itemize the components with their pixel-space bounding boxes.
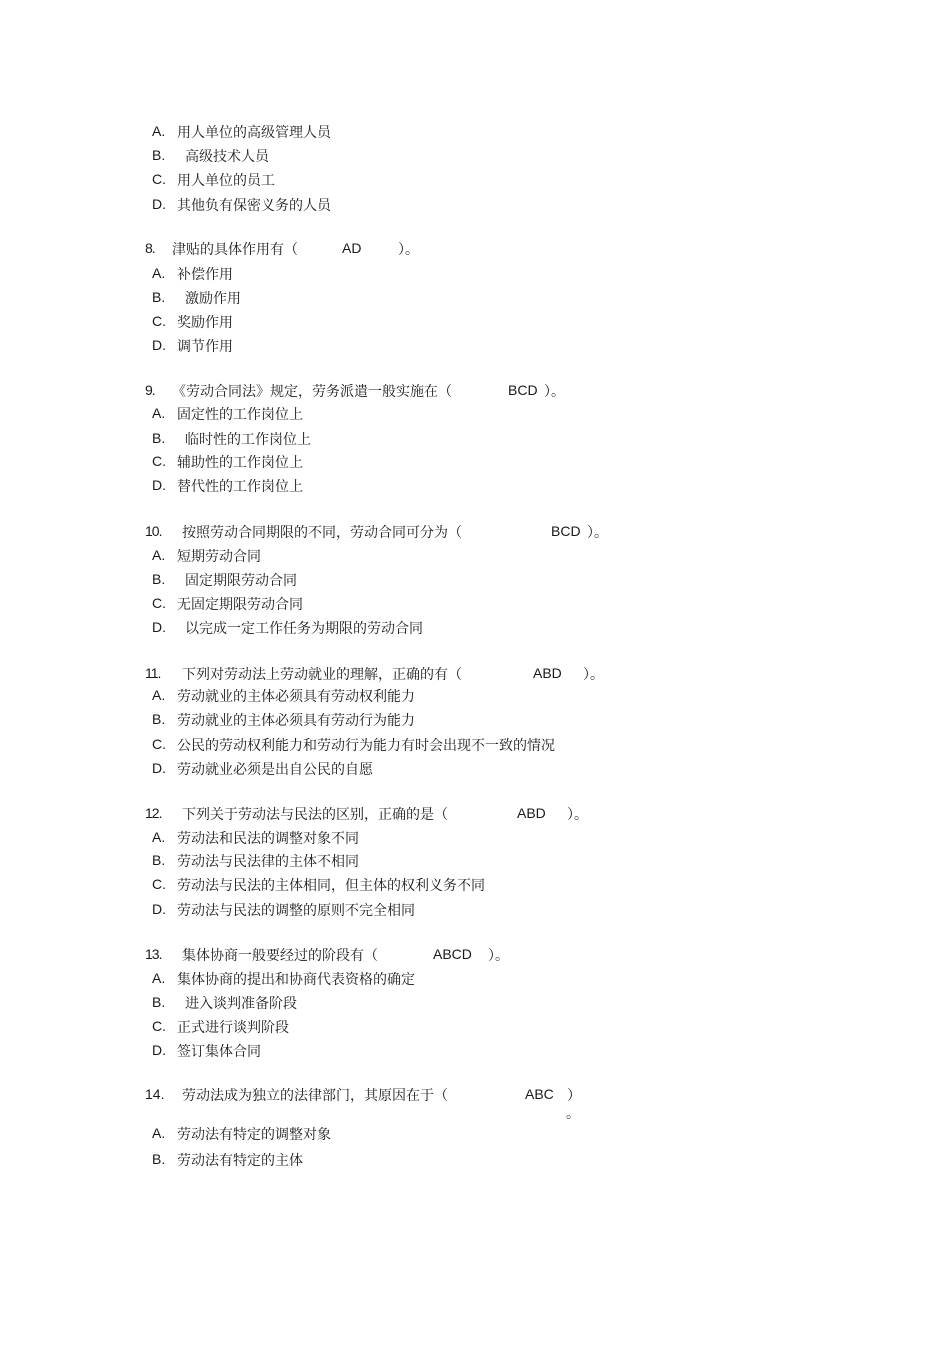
option-text: 调节作用 — [177, 339, 233, 355]
option-letter: B. — [152, 1151, 166, 1167]
question-tail: ）。 — [398, 242, 419, 258]
option-text: 辅助性的工作岗位上 — [177, 455, 303, 471]
option-text: 替代性的工作岗位上 — [177, 479, 303, 495]
question-text: 《劳动合同法》规定，劳务派遣一般实施在（ — [172, 384, 452, 400]
option-text: 激励作用 — [185, 291, 241, 307]
question-number: 8. — [145, 240, 155, 256]
question-tail: ）。 — [567, 807, 588, 823]
option-letter: C. — [152, 736, 166, 752]
question-text: 下列对劳动法上劳动就业的理解，正确的有（ — [182, 667, 462, 683]
option-letter: B. — [152, 289, 166, 305]
answer-key: ABD — [517, 805, 546, 821]
option-text: 用人单位的员工 — [177, 173, 275, 189]
option-letter: C. — [152, 171, 166, 187]
option-letter: C. — [152, 453, 166, 469]
option-letter: C. — [152, 876, 166, 892]
option-letter: A. — [152, 405, 166, 421]
option-letter: D. — [152, 760, 166, 776]
question-text: 津贴的具体作用有（ — [172, 242, 298, 258]
option-text: 正式进行谈判阶段 — [177, 1020, 289, 1036]
option-letter: D. — [152, 337, 166, 353]
question-tail: ）。 — [488, 948, 509, 964]
option-text: 劳动法与民法的调整的原则不完全相同 — [177, 903, 415, 919]
option-letter: D. — [152, 619, 166, 635]
option-text: 劳动就业的主体必须具有劳动权利能力 — [177, 689, 415, 705]
option-letter: B. — [152, 571, 166, 587]
option-text: 劳动法与民法的主体相同，但主体的权利义务不同 — [177, 878, 485, 894]
answer-key: ABC — [525, 1086, 554, 1102]
answer-key: ABD — [533, 665, 562, 681]
question-number: 13. — [145, 946, 162, 962]
question-tail: ）。 — [583, 667, 604, 683]
answer-key: BCD — [508, 382, 538, 398]
question-text: 下列关于劳动法与民法的区别，正确的是（ — [182, 807, 448, 823]
option-letter: A. — [152, 829, 166, 845]
option-letter: D. — [152, 477, 166, 493]
option-letter: B. — [152, 852, 166, 868]
option-text: 用人单位的高级管理人员 — [177, 125, 331, 141]
option-letter: A. — [152, 1125, 166, 1141]
option-letter: D. — [152, 196, 166, 212]
option-letter: D. — [152, 1042, 166, 1058]
question-text: 集体协商一般要经过的阶段有（ — [182, 948, 378, 964]
option-text: 短期劳动合同 — [177, 549, 261, 565]
option-text: 固定期限劳动合同 — [185, 573, 297, 589]
option-text: 签订集体合同 — [177, 1044, 261, 1060]
option-letter: A. — [152, 970, 166, 986]
option-text: 高级技术人员 — [185, 149, 269, 165]
option-letter: B. — [152, 994, 166, 1010]
answer-key: BCD — [551, 523, 581, 539]
option-text: 劳动法有特定的主体 — [177, 1153, 303, 1169]
option-text: 集体协商的提出和协商代表资格的确定 — [177, 972, 415, 988]
answer-key: AD — [342, 240, 362, 256]
option-letter: B. — [152, 147, 166, 163]
option-letter: A. — [152, 265, 166, 281]
option-text: 劳动法有特定的调整对象 — [177, 1127, 331, 1143]
option-letter: D. — [152, 901, 166, 917]
option-text: 劳动法与民法律的主体不相同 — [177, 854, 359, 870]
question-tail: ）。 — [544, 384, 565, 400]
answer-key: ABCD — [433, 946, 472, 962]
option-text: 劳动就业必须是出自公民的自愿 — [177, 762, 373, 778]
question-number: 14. — [145, 1086, 165, 1102]
question-tail: ） — [567, 1088, 581, 1104]
option-letter: A. — [152, 123, 166, 139]
option-text: 固定性的工作岗位上 — [177, 407, 303, 423]
option-letter: C. — [152, 1018, 166, 1034]
option-text: 进入谈判准备阶段 — [185, 996, 297, 1012]
option-text: 劳动就业的主体必须具有劳动行为能力 — [177, 713, 415, 729]
option-text: 奖励作用 — [177, 315, 233, 331]
option-letter: B. — [152, 711, 166, 727]
question-number: 10. — [145, 523, 162, 539]
option-letter: B. — [152, 430, 166, 446]
question-tail: ）。 — [587, 525, 608, 541]
option-text: 公民的劳动权利能力和劳动行为能力有时会出现不一致的情况 — [177, 738, 555, 754]
option-text: 劳动法和民法的调整对象不同 — [177, 831, 359, 847]
question-text: 劳动法成为独立的法律部门，其原因在于（ — [182, 1088, 448, 1104]
option-text: 以完成一定工作任务为期限的劳动合同 — [185, 621, 423, 637]
option-text: 无固定期限劳动合同 — [177, 597, 303, 613]
option-text: 其他负有保密义务的人员 — [177, 198, 331, 214]
option-letter: C. — [152, 313, 166, 329]
option-letter: C. — [152, 595, 166, 611]
option-text: 临时性的工作岗位上 — [185, 432, 311, 448]
question-number: 11. — [145, 665, 161, 681]
option-letter: A. — [152, 547, 166, 563]
option-letter: A. — [152, 687, 166, 703]
question-number: 12. — [145, 805, 162, 821]
option-text: 补偿作用 — [177, 267, 233, 283]
question-number: 9. — [145, 382, 155, 398]
question-tail-period: 。 — [566, 1106, 580, 1122]
question-text: 按照劳动合同期限的不同，劳动合同可分为（ — [182, 525, 462, 541]
